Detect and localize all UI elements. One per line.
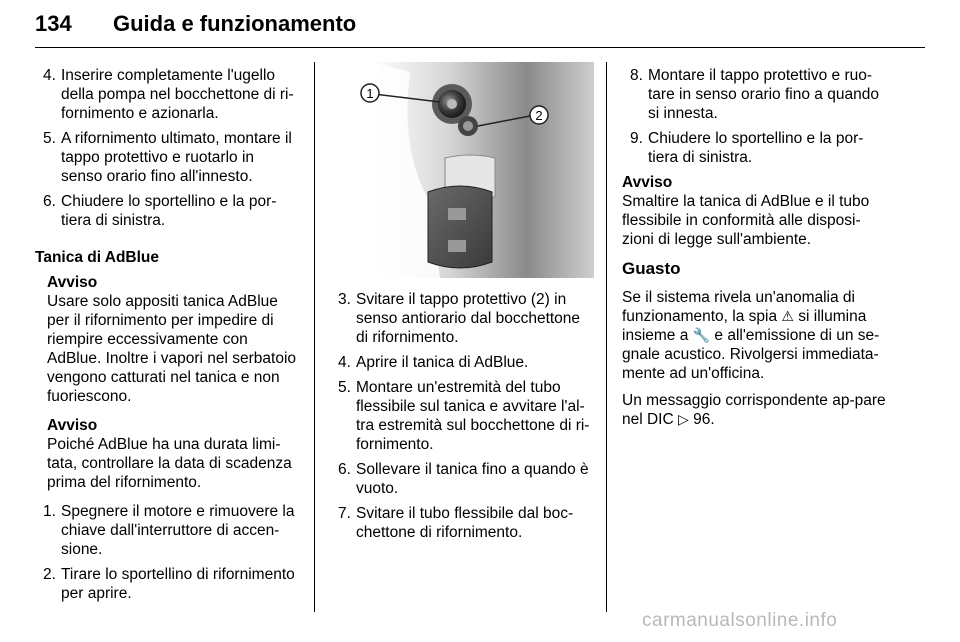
list-item bbox=[35, 192, 299, 230]
illustration-svg bbox=[330, 62, 594, 278]
text-span: e all'emissione di un se-gnale acustico. Rivolgersi immediata-mente ad un'officina. bbox=[622, 327, 880, 382]
step-text: Svitare il tubo flessibile dal boc-chettone di rifornimento. bbox=[356, 505, 574, 541]
list-item bbox=[35, 565, 299, 603]
step-number: 4. bbox=[338, 354, 351, 371]
paragraph bbox=[622, 288, 890, 383]
list-item bbox=[330, 290, 596, 347]
step-text: Chiudere lo sportellino e la por-tiera di sinistra. bbox=[61, 193, 277, 229]
step-text: Svitare il tappo protettivo (2) in senso antiorario dal bocchettone di rifornimento. bbox=[356, 291, 581, 346]
step-number: 6. bbox=[43, 193, 56, 210]
step-text: Tirare lo sportellino di rifornimento per aprire. bbox=[61, 566, 295, 602]
page-number: 134 bbox=[35, 11, 72, 36]
note-box bbox=[622, 173, 890, 249]
step-number: 1. bbox=[43, 503, 56, 520]
page-header bbox=[35, 5, 925, 45]
note-title: Avviso bbox=[47, 417, 98, 434]
note-text: Usare solo appositi tanica AdBlue per il rifornimento per impedire di riempire eccessivamente con AdBlue. Inoltre i vapori nel serbatoio vengono catturati nel tanica e non fuoriescono. bbox=[47, 293, 297, 405]
callout-2-label: 2 bbox=[535, 108, 543, 123]
column-1 bbox=[35, 66, 299, 609]
page-reference: 96. bbox=[693, 411, 715, 428]
text-span: Un messaggio corrispondente ap-pare nel DIC bbox=[622, 392, 886, 428]
subheading: Tanica di AdBlue bbox=[35, 249, 160, 266]
column-divider-2 bbox=[606, 62, 607, 612]
step-text: Chiudere lo sportellino e la por-tiera di sinistra. bbox=[648, 130, 864, 166]
section-title: Guida e funzionamento bbox=[113, 11, 357, 36]
list-item bbox=[35, 502, 299, 559]
list-item bbox=[35, 66, 299, 123]
text-span: Se il sistema rivela un'anomalia di funzionamento, la spia bbox=[622, 289, 855, 325]
step-text: Spegnere il motore e rimuovere la chiave dall'interruttore di accen-sione. bbox=[61, 503, 295, 558]
protective-cap-center bbox=[463, 121, 473, 131]
list-item bbox=[622, 66, 890, 123]
step-number: 7. bbox=[338, 505, 351, 522]
column-3 bbox=[622, 66, 890, 437]
flap-icon-top bbox=[448, 208, 466, 220]
step-text: Montare il tappo protettivo e ruo-tare in senso orario fino a quando si innesta. bbox=[648, 67, 879, 122]
section-heading: Guasto bbox=[622, 259, 681, 278]
list-item bbox=[622, 129, 890, 167]
adblue-filler-illustration bbox=[330, 62, 594, 278]
step-number: 8. bbox=[630, 67, 643, 84]
list-item bbox=[330, 460, 596, 498]
step-number: 3. bbox=[338, 291, 351, 308]
step-text: Aprire il tanica di AdBlue. bbox=[356, 354, 529, 371]
step-number: 6. bbox=[338, 461, 351, 478]
step-number: 5. bbox=[43, 130, 56, 147]
header-rule bbox=[35, 47, 925, 48]
note-text: Poiché AdBlue ha una durata limi-tata, controllare la data di scadenza prima del rifornimento. bbox=[47, 436, 292, 491]
note-box bbox=[35, 416, 299, 492]
flap-icon-bottom bbox=[448, 240, 466, 252]
filler-flap bbox=[428, 186, 492, 268]
list-item bbox=[330, 378, 596, 454]
step-number: 2. bbox=[43, 566, 56, 583]
filler-center bbox=[447, 99, 457, 109]
step-text: Inserire completamente l'ugello della pompa nel bocchettone di ri-fornimento e azionarla. bbox=[61, 67, 294, 122]
step-text: Montare un'estremità del tubo flessibile sul tanica e avvitare l'al-tra estremità sul bocchettone di ri-fornimento. bbox=[356, 379, 590, 453]
watermark: carmanualsonline.info bbox=[642, 610, 838, 631]
column-2 bbox=[330, 290, 596, 548]
page-reference-icon: ▷ bbox=[678, 411, 689, 427]
note-title: Avviso bbox=[622, 174, 673, 191]
note-title: Avviso bbox=[47, 274, 98, 291]
text-span: si illumina insieme a bbox=[622, 308, 867, 344]
wrench-icon: 🔧 bbox=[692, 327, 711, 343]
note-text: Smaltire la tanica di AdBlue e il tubo flessibile in conformità alle disposi-zioni di legge sull'ambiente. bbox=[622, 193, 870, 248]
step-number: 5. bbox=[338, 379, 351, 396]
column-divider-1 bbox=[314, 62, 315, 612]
warning-lamp-icon: ⚠ bbox=[781, 308, 794, 324]
list-item bbox=[330, 353, 596, 372]
step-number: 4. bbox=[43, 67, 56, 84]
paragraph bbox=[622, 391, 890, 429]
step-text: Sollevare il tanica fino a quando è vuoto. bbox=[356, 461, 589, 497]
list-item bbox=[35, 129, 299, 186]
step-text: A rifornimento ultimato, montare il tappo protettivo e ruotarlo in senso orario fino all'innesto. bbox=[61, 130, 292, 185]
step-number: 9. bbox=[630, 130, 643, 147]
callout-1-label: 1 bbox=[366, 86, 374, 101]
list-item bbox=[330, 504, 596, 542]
note-box bbox=[35, 273, 299, 406]
